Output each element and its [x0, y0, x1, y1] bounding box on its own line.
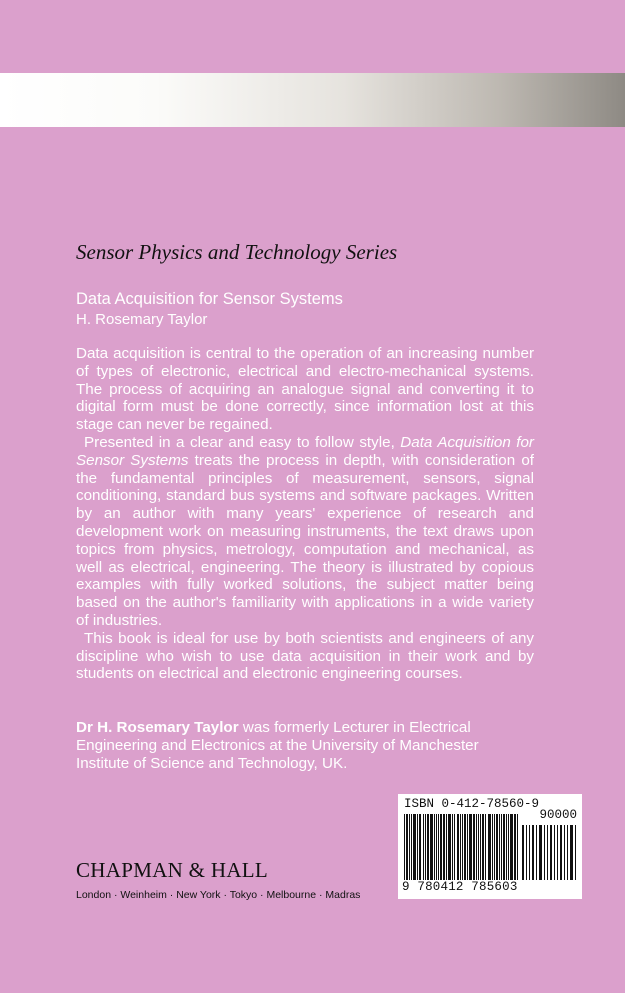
barcode-bar: [517, 814, 518, 880]
barcode-bar: [544, 825, 545, 880]
barcode-bar: [492, 814, 493, 880]
barcode-bar: [564, 825, 565, 880]
description-paragraph-3: This book is ideal for use by both scientists and engineers of any discipline who wish to use data acquisition in their work and by students on electrical and electronic engineering courses.: [76, 629, 534, 683]
barcode-bar: [526, 825, 527, 880]
barcode-bar: [503, 814, 505, 880]
ean-number: 9 780412 785603: [402, 880, 518, 894]
barcode-bar: [554, 825, 555, 880]
barcode-bar: [467, 814, 468, 880]
barcode-bar: [462, 814, 463, 880]
barcode-bar: [417, 814, 418, 880]
barcode-bar: [508, 814, 509, 880]
barcode-bar: [434, 814, 435, 880]
author-bio: [76, 719, 536, 772]
price-code: 90000: [539, 808, 577, 822]
barcode-bar: [406, 814, 408, 880]
barcode-bar: [460, 814, 461, 880]
barcode-bar: [570, 825, 573, 880]
barcode-bar: [575, 825, 576, 880]
barcode-bar: [514, 814, 516, 880]
barcode-bar: [430, 814, 433, 880]
barcode-bar: [494, 814, 495, 880]
barcode-bar: [446, 814, 447, 880]
barcode-bar: [522, 825, 524, 880]
book-author: H. Rosemary Taylor: [76, 311, 208, 328]
barcode-bar: [532, 825, 534, 880]
barcode-bar: [550, 825, 552, 880]
barcode-bar: [448, 814, 451, 880]
barcode-bars: [404, 814, 519, 880]
author-bio-text: was formerly Lecturer in Electrical Engineering and Electronics at the University of Manchester Institute of Science and Technology, UK.: [76, 719, 479, 772]
barcode-bar: [427, 814, 429, 880]
barcode-bar: [425, 814, 426, 880]
barcode-bar: [438, 814, 439, 880]
barcode-bar: [454, 814, 455, 880]
isbn-label: ISBN 0-412-78560-9: [404, 797, 540, 811]
publisher-cities: London · Weinheim · New York · Tokyo · Melbourne · Madras: [76, 889, 361, 901]
author-bio-name: Dr H. Rosemary Taylor: [76, 719, 239, 736]
inline-book-title: Data Acquisition for Sensor Systems: [76, 433, 534, 469]
barcode-bar: [488, 814, 491, 880]
barcode-bar: [411, 814, 412, 880]
barcode-bar: [476, 814, 477, 880]
barcode-bar: [452, 814, 453, 880]
barcode-bar: [510, 814, 513, 880]
barcode-bar: [560, 825, 562, 880]
barcode-bar: [409, 814, 410, 880]
book-title: Data Acquisition for Sensor Systems: [76, 290, 343, 308]
barcode-bar: [547, 825, 548, 880]
barcode-bar: [501, 814, 502, 880]
barcode-bar: [469, 814, 472, 880]
barcode-bar: [404, 814, 405, 880]
barcode-bar: [473, 814, 475, 880]
barcode-bar: [536, 825, 537, 880]
description-paragraph-2: Presented in a clear and easy to follow style, Data Acquisition for Sensor Systems treats the process in depth, with consideration of the fundamental principles of measurement, sensors, signal conditioning, standard bus systems and software packages. Written by an author with many years' experience of research and development work on measuring instruments, the text draws upon topics from physics, metrology, computation and mechanical, as well as electrical, engineering. The theory is illustrated by copious examples with fully worked solutions, the subject matter being based on the author's familiarity with applications in a wide variety of industries.: [76, 433, 534, 629]
series-title: Sensor Physics and Technology Series: [76, 240, 398, 264]
cover-gradient-band: [0, 73, 625, 127]
barcode-bar: [423, 814, 424, 880]
barcode-bar: [443, 814, 445, 880]
barcode-bar: [506, 814, 507, 880]
barcode-bar: [567, 825, 568, 880]
book-description: [76, 345, 534, 683]
barcode-bar: [539, 825, 542, 880]
barcode-bar: [436, 814, 437, 880]
barcode-bar: [557, 825, 558, 880]
publisher-logo-text: CHAPMAN & HALL: [76, 858, 269, 882]
barcode-bar: [496, 814, 498, 880]
description-paragraph-1: Data acquisition is central to the operation of an increasing number of types of electronic, electrical and electro-mechanical systems. The process of acquiring an analogue signal and converting it to digital form must be done correctly, since information lost at this stage can never be regained.: [76, 345, 534, 434]
barcode-bar: [413, 814, 416, 880]
barcode-bar: [485, 814, 486, 880]
barcode-bar: [464, 814, 466, 880]
barcode-bar: [440, 814, 442, 880]
barcode-bar: [499, 814, 500, 880]
barcode-bar: [419, 814, 421, 880]
barcode-bar: [457, 814, 459, 880]
barcode-bar: [482, 814, 484, 880]
barcode: [398, 794, 582, 899]
barcode-bar: [478, 814, 479, 880]
barcode-bar: [480, 814, 481, 880]
barcode-bar: [529, 825, 530, 880]
barcode-addon-bars: [522, 825, 576, 880]
